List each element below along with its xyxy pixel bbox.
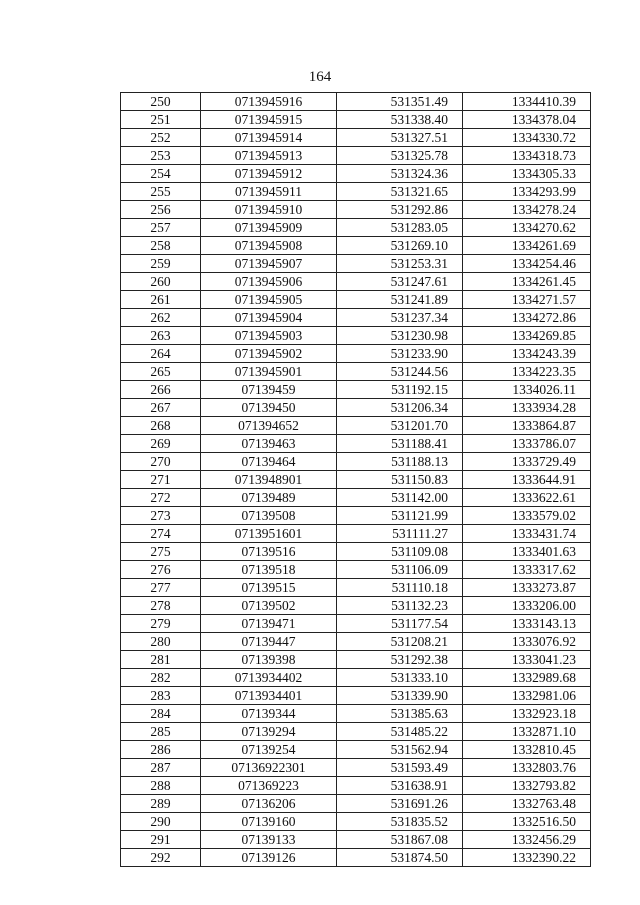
point-code-cell: 0713945901 bbox=[201, 363, 337, 381]
x-coordinate-cell: 531292.38 bbox=[337, 651, 463, 669]
y-coordinate-cell: 1333786.07 bbox=[463, 435, 591, 453]
coordinates-table-body bbox=[121, 93, 591, 867]
point-number-cell: 288 bbox=[121, 777, 201, 795]
point-code-cell: 0713945914 bbox=[201, 129, 337, 147]
y-coordinate-cell: 1333579.02 bbox=[463, 507, 591, 525]
y-coordinate-cell: 1332390.22 bbox=[463, 849, 591, 867]
y-coordinate-cell: 1333143.13 bbox=[463, 615, 591, 633]
y-coordinate-cell: 1333076.92 bbox=[463, 633, 591, 651]
point-code-cell: 0713948901 bbox=[201, 471, 337, 489]
point-code-cell: 0713945912 bbox=[201, 165, 337, 183]
y-coordinate-cell: 1333401.63 bbox=[463, 543, 591, 561]
point-number-cell: 251 bbox=[121, 111, 201, 129]
table-row bbox=[121, 849, 591, 867]
y-coordinate-cell: 1334410.39 bbox=[463, 93, 591, 111]
point-number-cell: 263 bbox=[121, 327, 201, 345]
point-code-cell: 07139126 bbox=[201, 849, 337, 867]
point-code-cell: 0713945909 bbox=[201, 219, 337, 237]
point-code-cell: 07139160 bbox=[201, 813, 337, 831]
y-coordinate-cell: 1334293.99 bbox=[463, 183, 591, 201]
x-coordinate-cell: 531874.50 bbox=[337, 849, 463, 867]
point-code-cell: 0713945911 bbox=[201, 183, 337, 201]
point-number-cell: 272 bbox=[121, 489, 201, 507]
table-row bbox=[121, 309, 591, 327]
x-coordinate-cell: 531691.26 bbox=[337, 795, 463, 813]
y-coordinate-cell: 1333864.87 bbox=[463, 417, 591, 435]
x-coordinate-cell: 531351.49 bbox=[337, 93, 463, 111]
y-coordinate-cell: 1333729.49 bbox=[463, 453, 591, 471]
table-row bbox=[121, 255, 591, 273]
y-coordinate-cell: 1333273.87 bbox=[463, 579, 591, 597]
y-coordinate-cell: 1333317.62 bbox=[463, 561, 591, 579]
x-coordinate-cell: 531132.23 bbox=[337, 597, 463, 615]
y-coordinate-cell: 1334305.33 bbox=[463, 165, 591, 183]
table-row bbox=[121, 147, 591, 165]
table-row bbox=[121, 525, 591, 543]
x-coordinate-cell: 531247.61 bbox=[337, 273, 463, 291]
point-number-cell: 265 bbox=[121, 363, 201, 381]
point-number-cell: 255 bbox=[121, 183, 201, 201]
point-code-cell: 0713945916 bbox=[201, 93, 337, 111]
point-code-cell: 07139450 bbox=[201, 399, 337, 417]
y-coordinate-cell: 1333206.00 bbox=[463, 597, 591, 615]
table-row bbox=[121, 489, 591, 507]
point-code-cell: 07139502 bbox=[201, 597, 337, 615]
x-coordinate-cell: 531283.05 bbox=[337, 219, 463, 237]
point-number-cell: 279 bbox=[121, 615, 201, 633]
x-coordinate-cell: 531201.70 bbox=[337, 417, 463, 435]
point-number-cell: 283 bbox=[121, 687, 201, 705]
point-number-cell: 287 bbox=[121, 759, 201, 777]
table-row bbox=[121, 633, 591, 651]
x-coordinate-cell: 531142.00 bbox=[337, 489, 463, 507]
point-number-cell: 285 bbox=[121, 723, 201, 741]
table-row bbox=[121, 651, 591, 669]
table-row bbox=[121, 129, 591, 147]
table-row bbox=[121, 777, 591, 795]
point-number-cell: 256 bbox=[121, 201, 201, 219]
y-coordinate-cell: 1334261.69 bbox=[463, 237, 591, 255]
point-number-cell: 268 bbox=[121, 417, 201, 435]
y-coordinate-cell: 1332516.50 bbox=[463, 813, 591, 831]
point-code-cell: 07139133 bbox=[201, 831, 337, 849]
y-coordinate-cell: 1333622.61 bbox=[463, 489, 591, 507]
point-number-cell: 271 bbox=[121, 471, 201, 489]
point-code-cell: 0713945906 bbox=[201, 273, 337, 291]
point-number-cell: 284 bbox=[121, 705, 201, 723]
point-code-cell: 0713945910 bbox=[201, 201, 337, 219]
point-number-cell: 275 bbox=[121, 543, 201, 561]
y-coordinate-cell: 1334026.11 bbox=[463, 381, 591, 399]
x-coordinate-cell: 531110.18 bbox=[337, 579, 463, 597]
point-code-cell: 07139294 bbox=[201, 723, 337, 741]
y-coordinate-cell: 1334272.86 bbox=[463, 309, 591, 327]
table-row bbox=[121, 759, 591, 777]
x-coordinate-cell: 531292.86 bbox=[337, 201, 463, 219]
y-coordinate-cell: 1333041.23 bbox=[463, 651, 591, 669]
point-number-cell: 270 bbox=[121, 453, 201, 471]
x-coordinate-cell: 531327.51 bbox=[337, 129, 463, 147]
y-coordinate-cell: 1334223.35 bbox=[463, 363, 591, 381]
table-row bbox=[121, 435, 591, 453]
x-coordinate-cell: 531121.99 bbox=[337, 507, 463, 525]
point-code-cell: 07139459 bbox=[201, 381, 337, 399]
point-code-cell: 07139447 bbox=[201, 633, 337, 651]
y-coordinate-cell: 1332810.45 bbox=[463, 741, 591, 759]
x-coordinate-cell: 531253.31 bbox=[337, 255, 463, 273]
point-number-cell: 277 bbox=[121, 579, 201, 597]
table-row bbox=[121, 543, 591, 561]
x-coordinate-cell: 531835.52 bbox=[337, 813, 463, 831]
point-number-cell: 291 bbox=[121, 831, 201, 849]
table-row bbox=[121, 669, 591, 687]
x-coordinate-cell: 531485.22 bbox=[337, 723, 463, 741]
point-number-cell: 278 bbox=[121, 597, 201, 615]
x-coordinate-cell: 531244.56 bbox=[337, 363, 463, 381]
x-coordinate-cell: 531192.15 bbox=[337, 381, 463, 399]
y-coordinate-cell: 1332803.76 bbox=[463, 759, 591, 777]
point-number-cell: 286 bbox=[121, 741, 201, 759]
table-row bbox=[121, 723, 591, 741]
point-number-cell: 254 bbox=[121, 165, 201, 183]
point-code-cell: 0713945903 bbox=[201, 327, 337, 345]
point-number-cell: 274 bbox=[121, 525, 201, 543]
table-row bbox=[121, 399, 591, 417]
x-coordinate-cell: 531269.10 bbox=[337, 237, 463, 255]
point-number-cell: 290 bbox=[121, 813, 201, 831]
page-number: 164 bbox=[308, 69, 332, 85]
x-coordinate-cell: 531106.09 bbox=[337, 561, 463, 579]
y-coordinate-cell: 1333431.74 bbox=[463, 525, 591, 543]
table-row bbox=[121, 741, 591, 759]
point-number-cell: 267 bbox=[121, 399, 201, 417]
point-number-cell: 266 bbox=[121, 381, 201, 399]
point-number-cell: 273 bbox=[121, 507, 201, 525]
table-row bbox=[121, 363, 591, 381]
table-row bbox=[121, 813, 591, 831]
point-code-cell: 071369223 bbox=[201, 777, 337, 795]
x-coordinate-cell: 531638.91 bbox=[337, 777, 463, 795]
point-number-cell: 252 bbox=[121, 129, 201, 147]
point-number-cell: 259 bbox=[121, 255, 201, 273]
table-row bbox=[121, 219, 591, 237]
x-coordinate-cell: 531325.78 bbox=[337, 147, 463, 165]
y-coordinate-cell: 1334269.85 bbox=[463, 327, 591, 345]
table-row bbox=[121, 93, 591, 111]
table-row bbox=[121, 165, 591, 183]
y-coordinate-cell: 1332871.10 bbox=[463, 723, 591, 741]
point-code-cell: 07136922301 bbox=[201, 759, 337, 777]
table-row bbox=[121, 291, 591, 309]
x-coordinate-cell: 531237.34 bbox=[337, 309, 463, 327]
table-row bbox=[121, 579, 591, 597]
y-coordinate-cell: 1333644.91 bbox=[463, 471, 591, 489]
point-code-cell: 0713945915 bbox=[201, 111, 337, 129]
x-coordinate-cell: 531177.54 bbox=[337, 615, 463, 633]
point-code-cell: 0713945902 bbox=[201, 345, 337, 363]
point-code-cell: 07139464 bbox=[201, 453, 337, 471]
x-coordinate-cell: 531206.34 bbox=[337, 399, 463, 417]
table-row bbox=[121, 453, 591, 471]
table-row bbox=[121, 561, 591, 579]
table-row bbox=[121, 831, 591, 849]
point-number-cell: 292 bbox=[121, 849, 201, 867]
x-coordinate-cell: 531593.49 bbox=[337, 759, 463, 777]
table-row bbox=[121, 183, 591, 201]
y-coordinate-cell: 1332456.29 bbox=[463, 831, 591, 849]
x-coordinate-cell: 531241.89 bbox=[337, 291, 463, 309]
y-coordinate-cell: 1334318.73 bbox=[463, 147, 591, 165]
table-row bbox=[121, 705, 591, 723]
x-coordinate-cell: 531321.65 bbox=[337, 183, 463, 201]
point-code-cell: 07139463 bbox=[201, 435, 337, 453]
table-row bbox=[121, 201, 591, 219]
x-coordinate-cell: 531188.13 bbox=[337, 453, 463, 471]
point-number-cell: 260 bbox=[121, 273, 201, 291]
y-coordinate-cell: 1334270.62 bbox=[463, 219, 591, 237]
table-row bbox=[121, 327, 591, 345]
x-coordinate-cell: 531150.83 bbox=[337, 471, 463, 489]
y-coordinate-cell: 1334330.72 bbox=[463, 129, 591, 147]
point-number-cell: 258 bbox=[121, 237, 201, 255]
x-coordinate-cell: 531338.40 bbox=[337, 111, 463, 129]
y-coordinate-cell: 1332989.68 bbox=[463, 669, 591, 687]
point-code-cell: 07139516 bbox=[201, 543, 337, 561]
table-row bbox=[121, 111, 591, 129]
table-row bbox=[121, 237, 591, 255]
y-coordinate-cell: 1334243.39 bbox=[463, 345, 591, 363]
table-row bbox=[121, 381, 591, 399]
point-number-cell: 276 bbox=[121, 561, 201, 579]
table-row bbox=[121, 687, 591, 705]
table-row bbox=[121, 273, 591, 291]
point-number-cell: 264 bbox=[121, 345, 201, 363]
x-coordinate-cell: 531339.90 bbox=[337, 687, 463, 705]
table-row bbox=[121, 597, 591, 615]
y-coordinate-cell: 1334278.24 bbox=[463, 201, 591, 219]
x-coordinate-cell: 531188.41 bbox=[337, 435, 463, 453]
table-row bbox=[121, 471, 591, 489]
point-code-cell: 0713945905 bbox=[201, 291, 337, 309]
table-row bbox=[121, 345, 591, 363]
y-coordinate-cell: 1333934.28 bbox=[463, 399, 591, 417]
x-coordinate-cell: 531562.94 bbox=[337, 741, 463, 759]
point-number-cell: 257 bbox=[121, 219, 201, 237]
y-coordinate-cell: 1332981.06 bbox=[463, 687, 591, 705]
point-code-cell: 07136206 bbox=[201, 795, 337, 813]
point-number-cell: 289 bbox=[121, 795, 201, 813]
x-coordinate-cell: 531109.08 bbox=[337, 543, 463, 561]
point-number-cell: 281 bbox=[121, 651, 201, 669]
point-code-cell: 0713934402 bbox=[201, 669, 337, 687]
x-coordinate-cell: 531230.98 bbox=[337, 327, 463, 345]
point-number-cell: 280 bbox=[121, 633, 201, 651]
point-number-cell: 262 bbox=[121, 309, 201, 327]
x-coordinate-cell: 531111.27 bbox=[337, 525, 463, 543]
point-number-cell: 250 bbox=[121, 93, 201, 111]
point-code-cell: 0713945907 bbox=[201, 255, 337, 273]
x-coordinate-cell: 531385.63 bbox=[337, 705, 463, 723]
point-number-cell: 253 bbox=[121, 147, 201, 165]
point-code-cell: 07139489 bbox=[201, 489, 337, 507]
y-coordinate-cell: 1334261.45 bbox=[463, 273, 591, 291]
x-coordinate-cell: 531324.36 bbox=[337, 165, 463, 183]
point-code-cell: 07139508 bbox=[201, 507, 337, 525]
x-coordinate-cell: 531208.21 bbox=[337, 633, 463, 651]
point-code-cell: 07139471 bbox=[201, 615, 337, 633]
point-code-cell: 07139344 bbox=[201, 705, 337, 723]
point-number-cell: 282 bbox=[121, 669, 201, 687]
y-coordinate-cell: 1332923.18 bbox=[463, 705, 591, 723]
x-coordinate-cell: 531233.90 bbox=[337, 345, 463, 363]
y-coordinate-cell: 1334271.57 bbox=[463, 291, 591, 309]
point-code-cell: 0713945904 bbox=[201, 309, 337, 327]
point-code-cell: 07139515 bbox=[201, 579, 337, 597]
table-row bbox=[121, 507, 591, 525]
point-code-cell: 07139254 bbox=[201, 741, 337, 759]
y-coordinate-cell: 1332793.82 bbox=[463, 777, 591, 795]
table-row bbox=[121, 615, 591, 633]
point-code-cell: 0713945913 bbox=[201, 147, 337, 165]
x-coordinate-cell: 531333.10 bbox=[337, 669, 463, 687]
coordinates-table bbox=[120, 92, 591, 867]
point-code-cell: 0713945908 bbox=[201, 237, 337, 255]
y-coordinate-cell: 1332763.48 bbox=[463, 795, 591, 813]
point-code-cell: 07139518 bbox=[201, 561, 337, 579]
table-row bbox=[121, 795, 591, 813]
x-coordinate-cell: 531867.08 bbox=[337, 831, 463, 849]
point-number-cell: 269 bbox=[121, 435, 201, 453]
y-coordinate-cell: 1334254.46 bbox=[463, 255, 591, 273]
point-code-cell: 0713934401 bbox=[201, 687, 337, 705]
point-code-cell: 071394652 bbox=[201, 417, 337, 435]
point-code-cell: 0713951601 bbox=[201, 525, 337, 543]
point-code-cell: 07139398 bbox=[201, 651, 337, 669]
y-coordinate-cell: 1334378.04 bbox=[463, 111, 591, 129]
table-row bbox=[121, 417, 591, 435]
point-number-cell: 261 bbox=[121, 291, 201, 309]
